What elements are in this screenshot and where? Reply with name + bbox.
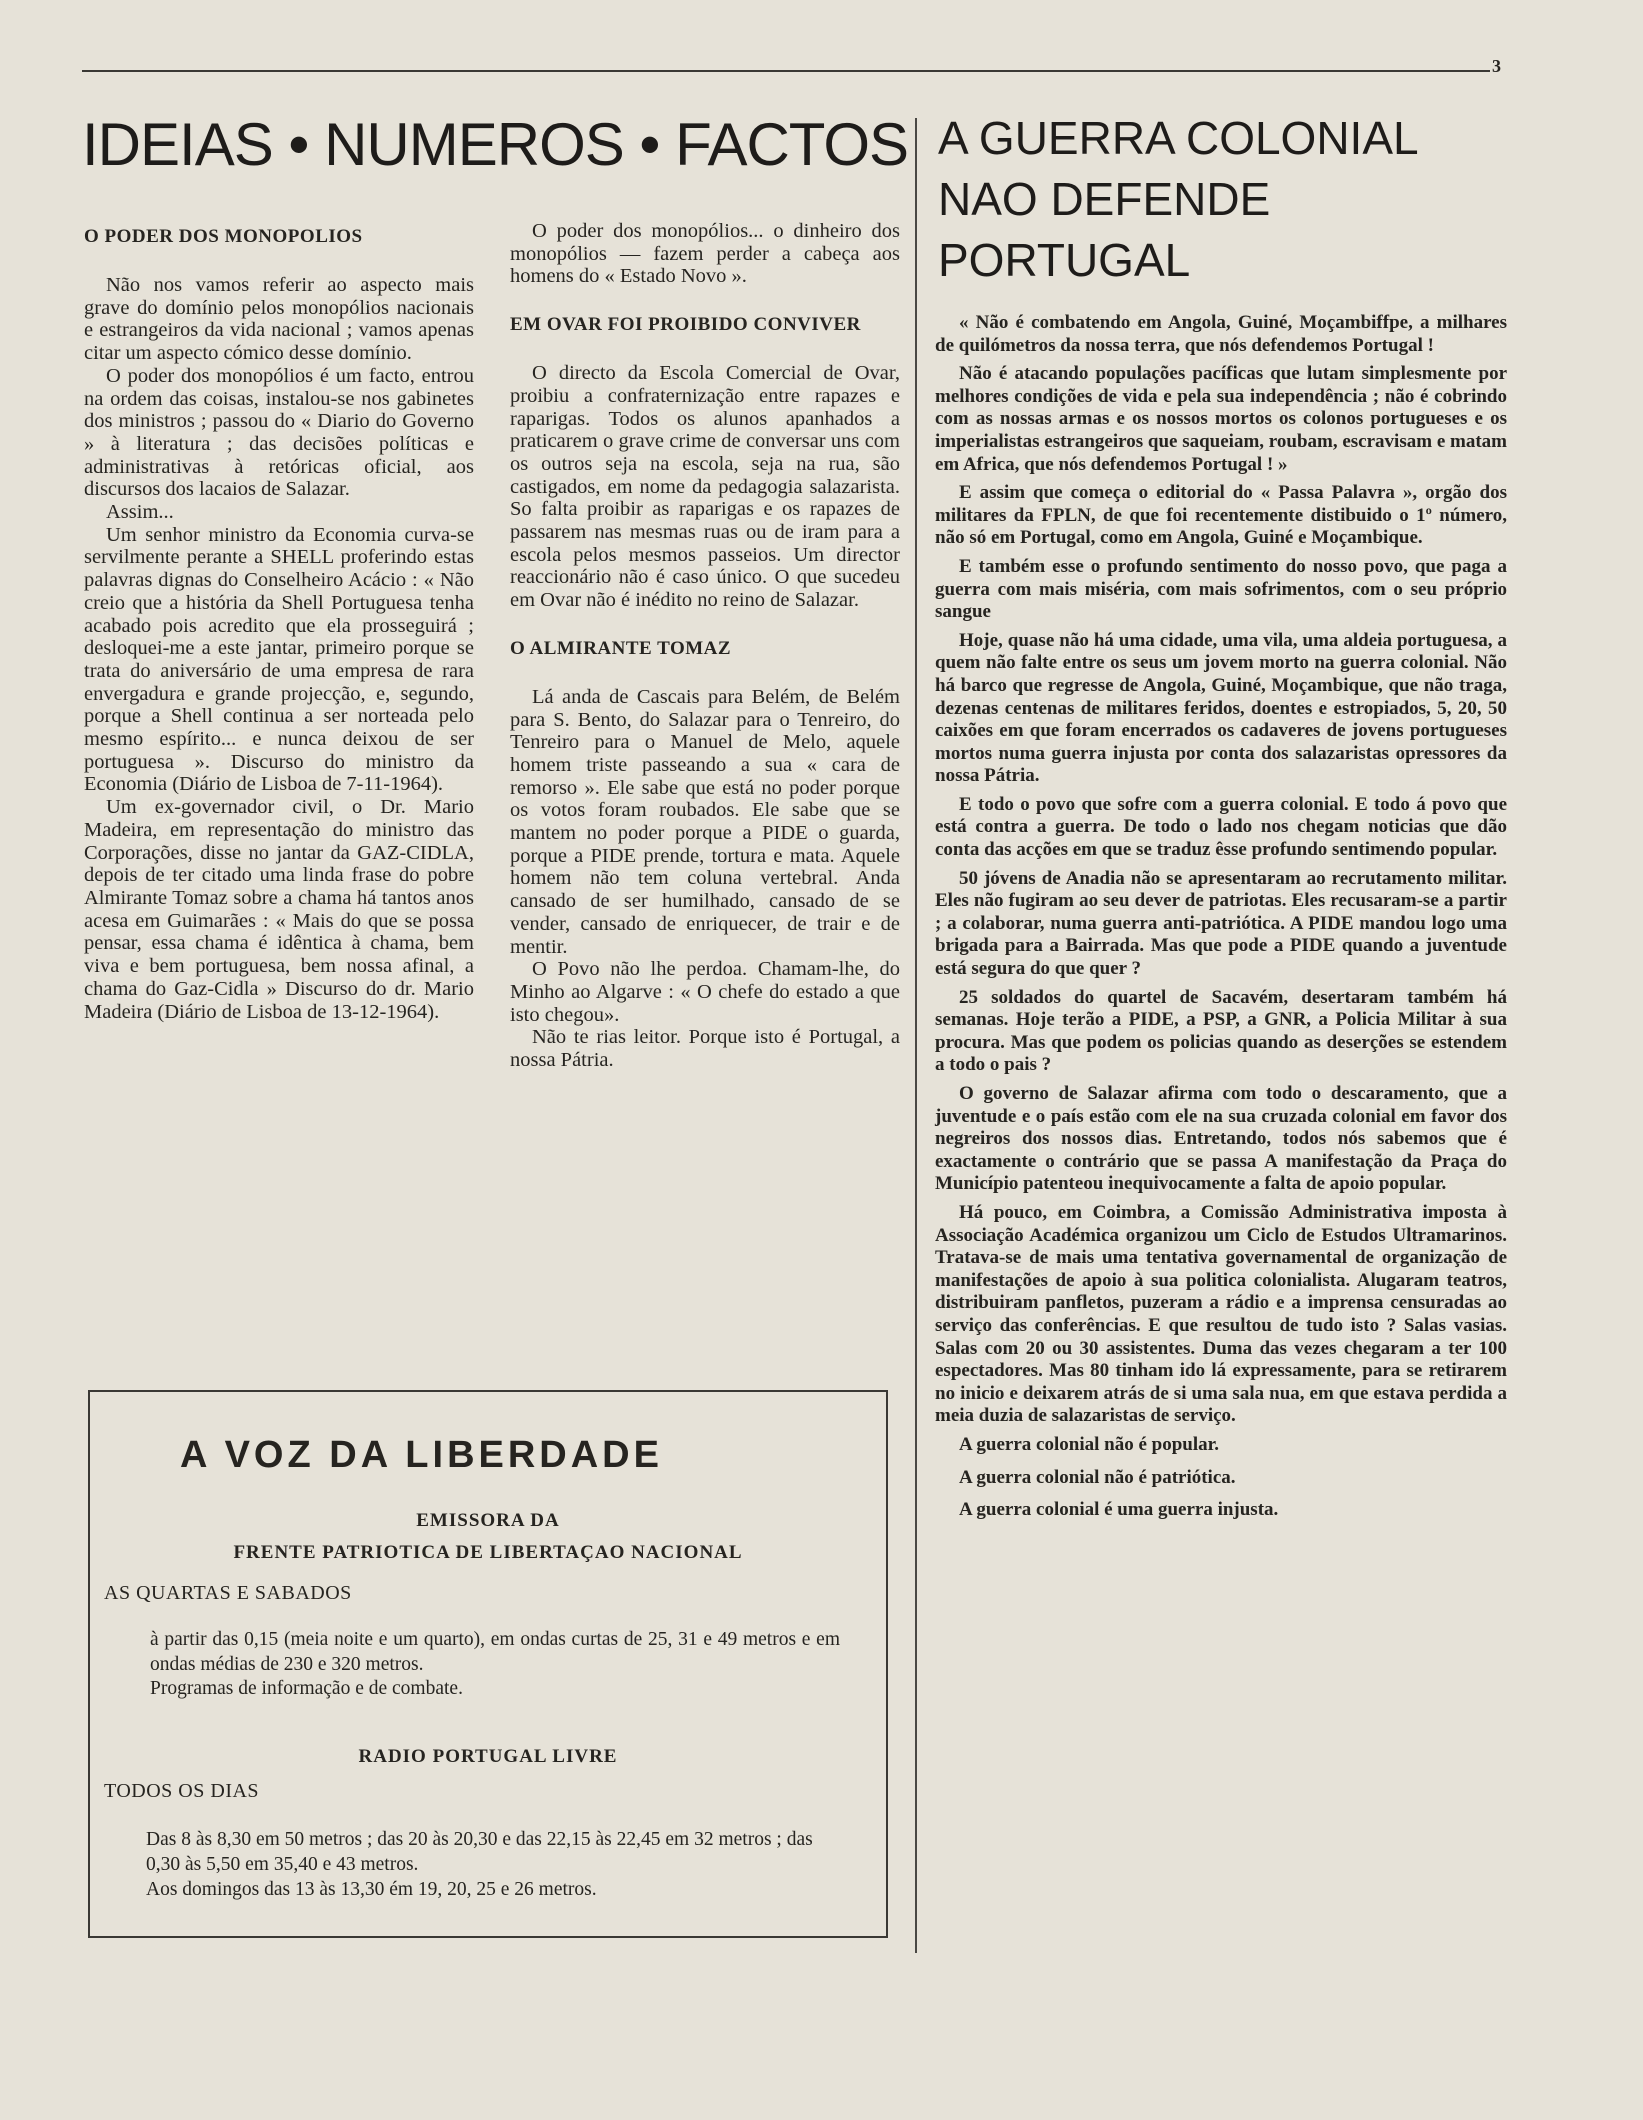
paragraph: Hoje, quase não há uma cidade, uma vila, uma aldeia portuguesa, a quem não falte entre os seus um jovem morto na guerra colonial. Não há barco que regresse de Angola, Guiné, Moçambique, que não traga, dezenas centenas de militares feridos, doentes e estropiados, 5, 20, 50 caixões em que foram encerrados os cadaveres de jovens portugueses mortos numa guerra injusta por conta dos salazaristas opressores da nossa Pátria. bbox=[935, 629, 1507, 787]
paragraph: E também esse o profundo sentimento do nosso povo, que paga a guerra com mais miséria, com mais sofrimentos, com o seu próprio sangue bbox=[935, 555, 1507, 623]
paragraph: Um ex-governador civil, o Dr. Mario Madeira, em representação do ministro das Corporações, disse no jantar da GAZ-CIDLA, depois de ter citado uma linda frase do pobre Almirante Tomaz sobre a chama há tantos anos acesa em Guimarães : « Mais do que se possa pensar, essa chama é idêntica à chama, bem viva e bem portuguesa, bem nossa afinal, a chama do Gaz-Cidla » Discurso do dr. Mario Madeira (Diário de Lisboa de 13-12-1964). bbox=[84, 796, 474, 1023]
radio-title: A VOZ DA LIBERDADE bbox=[180, 1434, 663, 1476]
heading-almirante: O ALMIRANTE TOMAZ bbox=[510, 637, 732, 659]
section-title: IDEIAS • NUMEROS • FACTOS bbox=[82, 111, 909, 178]
top-rule bbox=[82, 70, 1490, 72]
closing-line: A guerra colonial não é patriótica. bbox=[959, 1466, 1236, 1488]
paragraph: Lá anda de Cascais para Belém, de Belém para S. Bento, do Salazar para o Tenreiro, do Tenreiro para o Manuel de Melo, aquele homem triste passeando a sua « cara de remorso ». Ele sabe que está no poder porque os votos foram roubados. Ele sabe que se mantem no poder porque a PIDE o guarda, porque a PIDE prende, tortura e mata. Aquele homem não tem coluna vertebral. Anda cansado de ser humilhado, cansado de se vender, cansado de enriquecer, de trair e de mentir. bbox=[510, 685, 900, 958]
paragraph: E assim que começa o editorial do « Passa Palavra », orgão dos militares da FPLN, de que foi recentemente distibuido o 1º número, não só em Portugal, como em Angola, Guiné e Moçambique. bbox=[935, 482, 1507, 549]
paragraph: E todo o povo que sofre com a guerra colonial. E todo á povo que está contra a guerra. De todo o lado nos chegam noticias que dão conta das acções em que se traduz êsse profundo sentimendo popular. bbox=[935, 793, 1507, 861]
closing-line: A guerra colonial não é popular. bbox=[959, 1433, 1220, 1455]
radio-schedule-box bbox=[88, 1390, 888, 1938]
page-number: 3 bbox=[1492, 56, 1501, 76]
heading-monopolios: O PODER DOS MONOPOLIOS bbox=[84, 226, 363, 247]
schedule-text: à partir das 0,15 (meia noite e um quarto), em ondas curtas de 25, 31 e 49 metros e em ondas médias de 230 e 320 metros. bbox=[150, 1629, 840, 1675]
paragraph: O directo da Escola Comercial de Ovar, proibiu a confraternização entre rapazes e raparigas. Todos os alunos apanhados a praticarem o grave crime de conversar uns com os outros seja na escola, seja na rua, são castigados, em nome da pedagogia salazarista. So falta proibir as raparigas e os rapazes de passarem nas mesmas ruas ou de iram para a escola pelos mesmos passeios. Um director reaccionário não é caso único. O que sucedeu em Ovar não é inédito no reino de Salazar. bbox=[510, 362, 900, 612]
article-title: A GUERRA COLONIAL NAO DEFENDE PORTUGAL bbox=[938, 112, 1417, 286]
paragraph: O Povo não lhe perdoa. Chamam-lhe, do Minho ao Algarve : « O chefe do estado a que isto chegou». bbox=[510, 958, 900, 1026]
column-middle bbox=[510, 220, 900, 1072]
column-guerra-colonial bbox=[935, 312, 1507, 1532]
paragraph: 50 jóvens de Anadia não se apresentaram ao recrutamento militar. Eles não fugiram ao seu dever de patriotas. Eles recusaram-se a partir ; a colaborar, numa guerra anti-patriótica. A PIDE mandou logo uma brigada para a Bairrada. Mas que pode a PIDE quando a juventude está segura do que quer ? bbox=[935, 867, 1507, 980]
paragraph: Assim... bbox=[106, 501, 174, 524]
paragraph: Há pouco, em Coimbra, a Comissão Administrativa imposta à Associação Académica organizou um Ciclo de Estudos Ultramarinos. Tratava-se de mais uma tentativa governamental de organização de manifestações de apoio à sua politica colonialista. Alugaram teatros, distribuiram panfletos, puzeram a rádio e a imprensa censuradas ao serviço das conferências. E que resultou de tudo isto ? Salas vasias. Salas com 20 ou 30 assistentes. Duma das vezes chegaram a ter 100 espectadores. Mas 80 tinham ido lá expressamente, para se retirarem no inicio e deixarem atrás de si uma sala nua, em que estava perdida a meia duzia de salazaristas de serviço. bbox=[935, 1201, 1507, 1427]
radio-subtitle: EMISSORA DA bbox=[416, 1510, 560, 1531]
schedule-text: Das 8 às 8,30 em 50 metros ; das 20 às 20,30 e das 22,15 às 22,45 em 32 metros ; das 0,30 às 5,50 em 35,40 e 43 metros. bbox=[146, 1829, 813, 1875]
paragraph: O poder dos monopólios... o dinheiro dos monopólios — fazem perder a cabeça aos homens do « Estado Novo ». bbox=[510, 220, 900, 288]
paragraph: Um senhor ministro da Economia curva-se servilmente perante a SHELL proferindo estas palavras dignas do Conselheiro Acácio : « Não creio que a história da Shell Portuguesa tenha acabado pois acredito que ela prosseguirá ; desloquei-me a este jantar, primeiro porque se trata do aniversário de uma empresa de rara envergadura e grande projecção, e, segundo, porque a Shell continua a ser norteada pelo mesmo espírito... e nunca deixou de ser portuguesa ». Discurso do ministro da Economia (Diário de Lisboa de 7-11-1964). bbox=[84, 523, 474, 796]
schedule-text: Aos domingos das 13 às 13,30 ém 19, 20, 25 e 26 metros. bbox=[146, 1879, 597, 1900]
paragraph: O governo de Salazar afirma com todo o descaramento, que a juventude e o país estão com ele na sua cruzada colonial em favor dos negreiros dos nossos dias. Entretando, todos nós sabemos que é exactamente o contrário que se passa A manifestação da Praça do Município patenteou inequivocamente a falta de apoio popular. bbox=[935, 1083, 1507, 1195]
heading-ovar: EM OVAR FOI PROIBIDO CONVIVER bbox=[510, 314, 861, 336]
radio-station: RADIO PORTUGAL LIVRE bbox=[358, 1746, 618, 1767]
schedule-text: Programas de informação e de combate. bbox=[150, 1678, 463, 1699]
schedule-days: TODOS OS DIAS bbox=[104, 1780, 260, 1802]
column-monopolios bbox=[84, 226, 474, 1023]
paragraph: O poder dos monopólios é um facto, entrou na ordem das coisas, instalou-se nos gabinetes dos ministros ; passou do « Diario do Governo » à literatura ; das decisões políticas e administrativas à retóricas oficial, aos discursos dos lacaios de Salazar. bbox=[84, 364, 474, 501]
paragraph: Não nos vamos referir ao aspecto mais grave do domínio pelos monopólios nacionais e estrangeiros da vida nacional ; vamos apenas citar um aspecto cómico desse domínio. bbox=[84, 274, 474, 365]
schedule-days: AS QUARTAS E SABADOS bbox=[104, 1582, 352, 1604]
radio-organization: FRENTE PATRIOTICA DE LIBERTAÇAO NACIONAL bbox=[233, 1542, 743, 1563]
paragraph: Não te rias leitor. Porque isto é Portugal, a nossa Pátria. bbox=[510, 1026, 900, 1072]
paragraph: « Não é combatendo em Angola, Guiné, Moçambiffpe, a milhares de quilómetros da nossa terra, que nós defendemos Portugal ! bbox=[935, 312, 1507, 356]
closing-line: A guerra colonial é uma guerra injusta. bbox=[959, 1499, 1279, 1521]
column-divider bbox=[915, 118, 917, 1953]
paragraph: Não é atacando populações pacíficas que lutam simplesmente por melhores condições de vida e pela sua independência ; não é cobrindo com as nossas armas e os nossos mortos os colonos portugueses e os imperialistas estrangeiros que saqueiam, roubam, escravisam e matam em Africa, que nós defendemos Portugal ! » bbox=[935, 363, 1507, 475]
paragraph: 25 soldados do quartel de Sacavém, desertaram também há semanas. Hoje terão a PIDE, a PSP, a GNR, a Policia Militar à sua procura. Mas que podem os policias quando as deserções se estendem a todo o pais ? bbox=[935, 986, 1507, 1076]
